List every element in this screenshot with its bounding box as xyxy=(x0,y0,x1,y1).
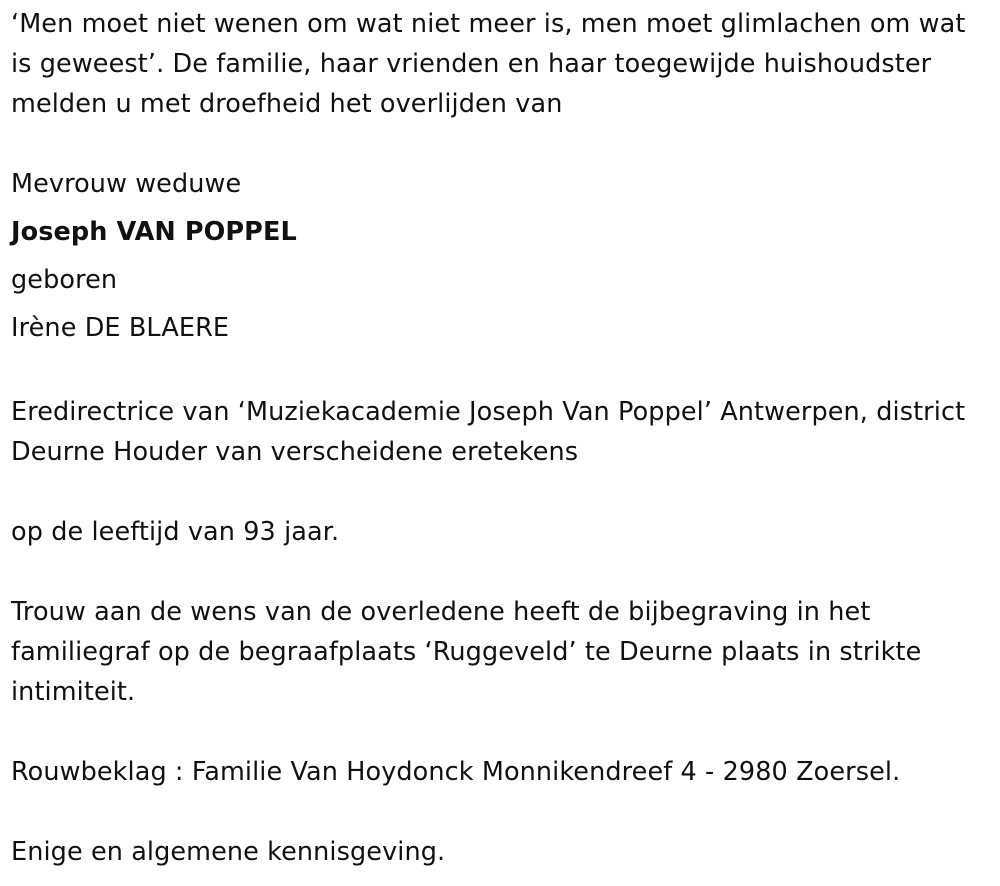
spacer xyxy=(11,472,986,512)
spacer xyxy=(11,552,986,592)
titles-paragraph: Eredirectrice van ‘Muziekacademie Joseph Van Poppel’ Antwerpen, district Deurne Houder van verscheidene eretekens xyxy=(11,397,966,467)
spacer xyxy=(11,352,986,392)
deceased-title-line: Mevrouw weduwe xyxy=(11,169,242,199)
age-line: op de leeftijd van 93 jaar. xyxy=(11,517,340,547)
notice-line: Enige en algemene kennisgeving. xyxy=(11,837,446,867)
deceased-spouse-name: Joseph VAN POPPEL xyxy=(11,217,297,247)
born-label: geboren xyxy=(11,265,118,295)
obituary-notice xyxy=(11,4,986,872)
spacer xyxy=(11,124,986,164)
deceased-maiden-name: Irène DE BLAERE xyxy=(11,313,230,343)
burial-paragraph: Trouw aan de wens van de overledene heeft de bijbegraving in het familiegraf op de begraafplaats ‘Ruggeveld’ te Deurne plaats in strikte intimiteit. xyxy=(11,597,922,707)
spacer xyxy=(11,712,986,752)
intro-paragraph: ‘Men moet niet wenen om wat niet meer is, men moet glimlachen om wat is geweest’. De familie, haar vrienden en haar toegewijde huishoudster melden u met droefheid het overlijden van xyxy=(11,9,966,119)
condolences-line: Rouwbeklag : Familie Van Hoydonck Monnikendreef 4 - 2980 Zoersel. xyxy=(11,757,901,787)
deceased-name-block xyxy=(11,160,986,352)
spacer xyxy=(11,792,986,832)
